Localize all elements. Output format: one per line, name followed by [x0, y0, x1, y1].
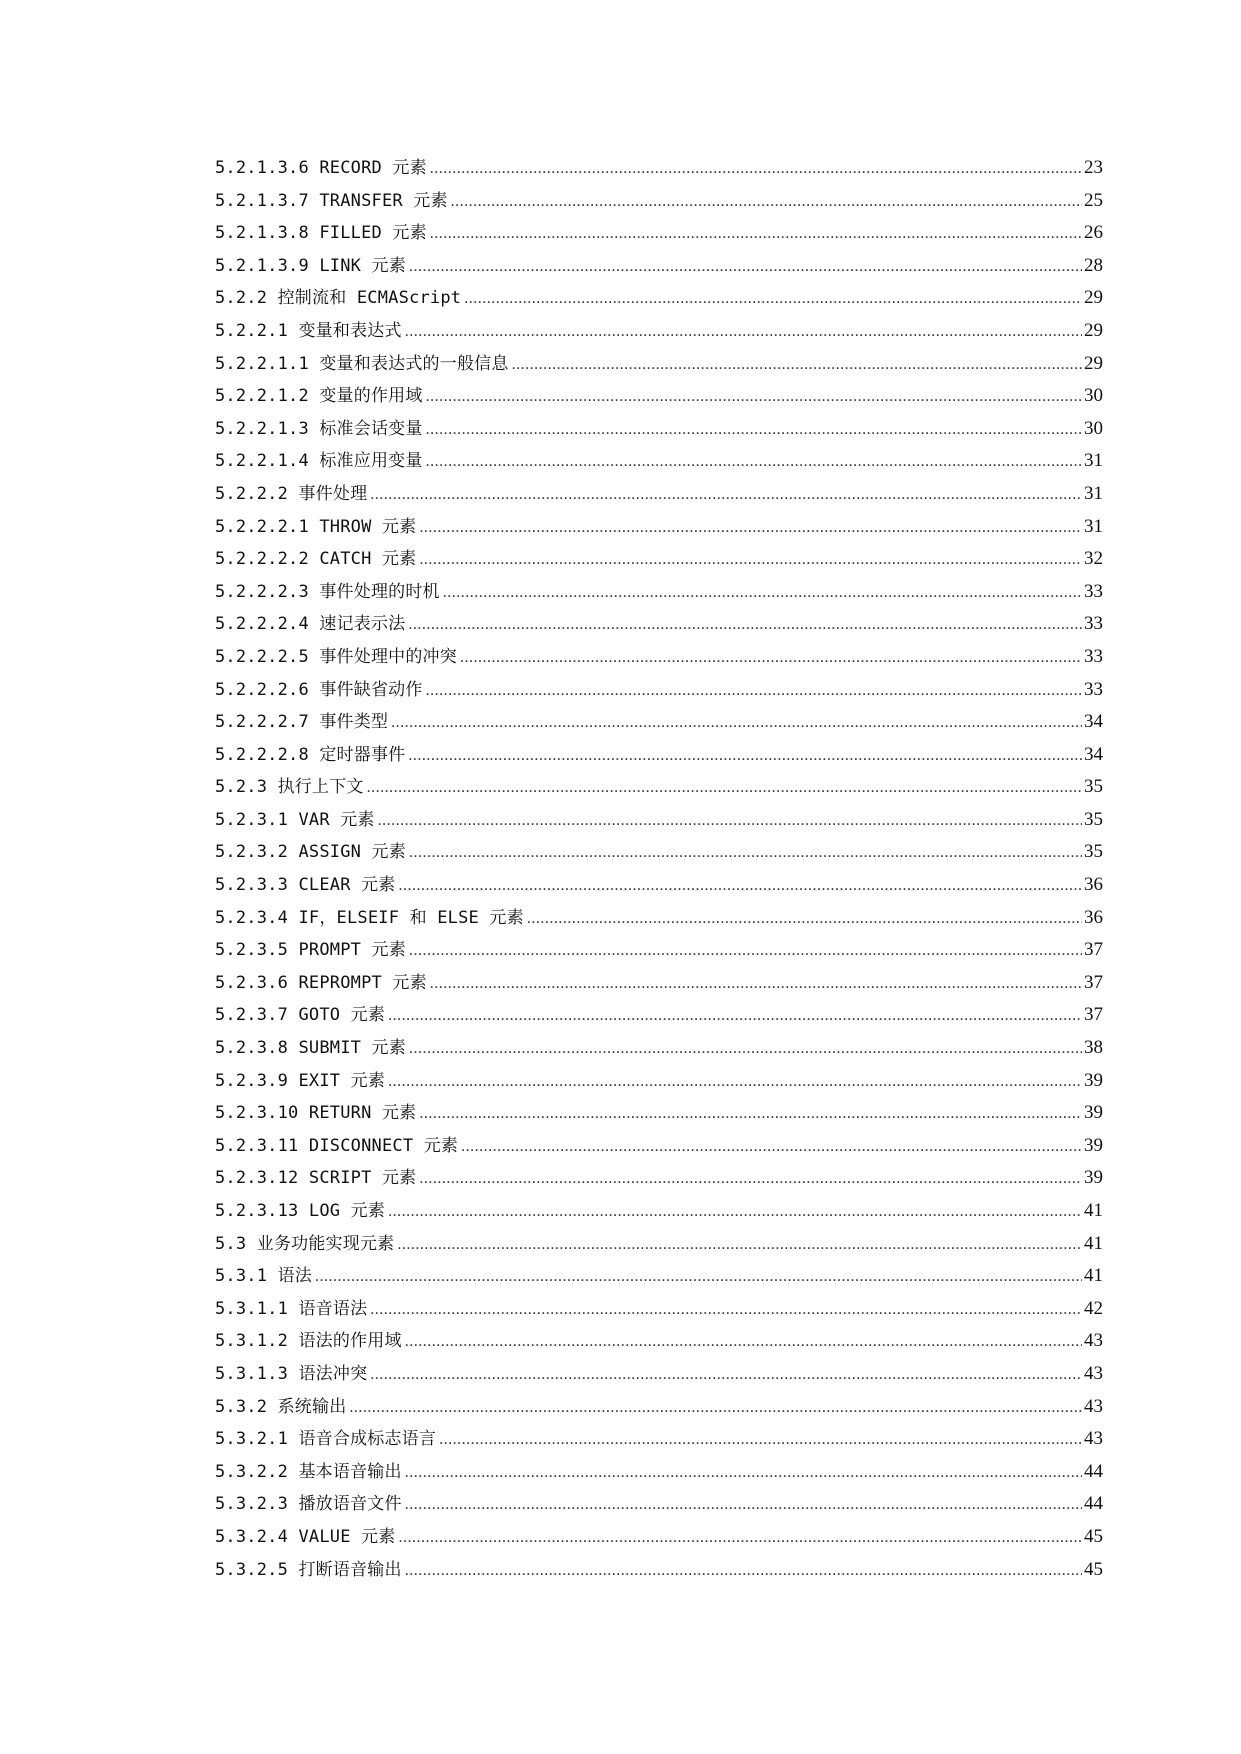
toc-entry-title: 5.2.1.3.9 LINK 元素: [215, 255, 406, 276]
toc-entry-title: 5.3.1.2 语法的作用域: [215, 1331, 402, 1352]
toc-entry[interactable]: [215, 348, 1103, 381]
toc-entry-page: 43: [1084, 1330, 1103, 1352]
toc-entry[interactable]: [215, 1065, 1103, 1098]
toc-entry[interactable]: [215, 1488, 1103, 1521]
toc-leader-dots: [460, 642, 1082, 675]
toc-entry-page: 43: [1084, 1428, 1103, 1450]
toc-entry[interactable]: [215, 152, 1103, 185]
toc-entry[interactable]: [215, 1260, 1103, 1293]
toc-entry[interactable]: [215, 706, 1103, 739]
toc-entry[interactable]: [215, 869, 1103, 902]
toc-entry[interactable]: [215, 380, 1103, 413]
toc-entry[interactable]: [215, 282, 1103, 315]
toc-leader-dots: [419, 512, 1082, 545]
toc-entry-page: 23: [1084, 157, 1103, 178]
toc-entry-page: 37: [1084, 939, 1103, 961]
toc-entry-title: 5.2.2.1.4 标准应用变量: [215, 451, 423, 472]
toc-entry-title: 5.2.2.1 变量和表达式: [215, 320, 402, 341]
toc-entry-title: 5.3.1 语法: [215, 1266, 313, 1287]
toc-entry-title: 5.2.2.2.5 事件处理中的冲突: [215, 646, 457, 667]
toc-leader-dots: [367, 772, 1082, 805]
toc-entry-title: 5.2.2.2.7 事件类型: [215, 712, 389, 733]
toc-entry-title: 5.2.3.2 ASSIGN 元素: [215, 842, 406, 863]
toc-entry-page: 45: [1084, 1525, 1103, 1547]
toc-leader-dots: [409, 1033, 1082, 1066]
toc-entry-title: 5.2.2.2 事件处理: [215, 483, 368, 504]
toc-entry-title: 5.3.1.1 语音语法: [215, 1298, 368, 1319]
toc-entry[interactable]: [215, 804, 1103, 837]
toc-entry-title: 5.2.3.12 SCRIPT 元素: [215, 1168, 417, 1189]
toc-leader-dots: [439, 1424, 1082, 1457]
toc-entry[interactable]: [215, 315, 1103, 348]
toc-leader-dots: [349, 1392, 1082, 1425]
toc-entry-page: 39: [1084, 1102, 1103, 1124]
toc-entry-page: 31: [1084, 450, 1103, 472]
toc-leader-dots: [405, 1326, 1082, 1359]
toc-leader-dots: [419, 1098, 1082, 1131]
toc-entry[interactable]: [215, 1358, 1103, 1391]
toc-leader-dots: [409, 935, 1082, 968]
toc-leader-dots: [397, 1229, 1082, 1262]
toc-entry-title: 5.2.1.3.8 FILLED 元素: [215, 223, 427, 244]
toc-leader-dots: [388, 1066, 1082, 1099]
toc-leader-dots: [315, 1261, 1082, 1294]
toc-entry-page: 30: [1084, 385, 1103, 407]
toc-entry-title: 5.2.3.11 DISCONNECT 元素: [215, 1135, 459, 1156]
toc-entry[interactable]: [215, 250, 1103, 283]
toc-entry[interactable]: [215, 1195, 1103, 1228]
toc-entry-title: 5.3 业务功能实现元素: [215, 1233, 395, 1254]
toc-entry[interactable]: [215, 185, 1103, 218]
toc-entry-title: 5.2.3.6 REPROMPT 元素: [215, 972, 427, 993]
toc-leader-dots: [426, 381, 1082, 414]
toc-entry-page: 43: [1084, 1395, 1103, 1417]
toc-entry-title: 5.3.1.3 语法冲突: [215, 1363, 368, 1384]
toc-leader-dots: [408, 740, 1082, 773]
toc-leader-dots: [461, 1131, 1082, 1164]
toc-entry-page: 26: [1084, 222, 1103, 244]
toc-entry-page: 39: [1084, 1167, 1103, 1189]
toc-entry[interactable]: [215, 1554, 1103, 1587]
toc-leader-dots: [426, 446, 1082, 479]
toc-entry[interactable]: [215, 478, 1103, 511]
toc-leader-dots: [391, 707, 1082, 740]
toc-entry-page: 42: [1084, 1297, 1103, 1319]
toc-entry-page: 36: [1084, 906, 1103, 928]
toc-entry[interactable]: [215, 1521, 1103, 1554]
toc-entry-page: 36: [1084, 874, 1103, 896]
toc-entry-title: 5.2.1.3.7 TRANSFER 元素: [215, 190, 448, 211]
toc-leader-dots: [408, 609, 1082, 642]
toc-entry-page: 43: [1084, 1362, 1103, 1384]
toc-entry-title: 5.2.3.13 LOG 元素: [215, 1201, 386, 1221]
toc-entry-page: 41: [1084, 1200, 1103, 1221]
toc-entry-title: 5.3.2.1 语音合成标志语言: [215, 1429, 437, 1450]
toc-leader-dots: [409, 837, 1082, 870]
toc-entry-page: 41: [1084, 1265, 1103, 1287]
toc-entry[interactable]: [215, 999, 1103, 1032]
toc-entry-page: 25: [1084, 189, 1103, 211]
toc-entry-page: 29: [1084, 352, 1103, 374]
toc-leader-dots: [451, 186, 1082, 219]
toc-leader-dots: [419, 1163, 1082, 1196]
toc-entry-page: 39: [1084, 1134, 1103, 1156]
toc-leader-dots: [443, 577, 1082, 610]
toc-entry-title: 5.3.2.5 打断语音输出: [215, 1559, 402, 1580]
toc-entry-page: 34: [1084, 711, 1103, 733]
toc-entry-title: 5.2.3.8 SUBMIT 元素: [215, 1038, 406, 1059]
toc-entry[interactable]: [215, 934, 1103, 967]
toc-leader-dots: [388, 1196, 1082, 1229]
toc-entry-page: 28: [1084, 254, 1103, 276]
toc-leader-dots: [464, 283, 1082, 316]
toc-entry[interactable]: [215, 576, 1103, 609]
toc-leader-dots: [370, 1294, 1082, 1327]
toc-entry-title: 5.2.3.9 EXIT 元素: [215, 1070, 386, 1091]
toc-leader-dots: [426, 414, 1082, 447]
toc-entry-page: 37: [1084, 971, 1103, 993]
toc-entry-page: 35: [1084, 841, 1103, 863]
toc-entry[interactable]: [215, 413, 1103, 446]
toc-leader-dots: [399, 1522, 1083, 1555]
toc-entry-page: 34: [1084, 743, 1103, 765]
toc-entry-page: 38: [1084, 1037, 1103, 1059]
toc-entry-title: 5.2.3.5 PROMPT 元素: [215, 940, 406, 961]
toc-leader-dots: [419, 544, 1082, 577]
toc-leader-dots: [430, 153, 1082, 186]
toc-entry-page: 31: [1084, 515, 1103, 537]
toc-leader-dots: [378, 805, 1082, 838]
toc-entry-page: 41: [1084, 1232, 1103, 1254]
toc-entry-page: 45: [1084, 1558, 1103, 1580]
toc-leader-dots: [370, 1359, 1082, 1392]
toc-entry-page: 44: [1084, 1493, 1103, 1515]
toc-entry-page: 33: [1084, 580, 1103, 602]
toc-leader-dots: [430, 218, 1082, 251]
toc-entry[interactable]: [215, 1130, 1103, 1163]
toc-entry-title: 5.2.2.1.3 标准会话变量: [215, 418, 423, 439]
toc-entry[interactable]: [215, 1162, 1103, 1195]
toc-leader-dots: [399, 870, 1083, 903]
toc-entry[interactable]: [215, 836, 1103, 869]
toc-entry[interactable]: [215, 771, 1103, 804]
toc-entry-title: 5.2.2.2.8 定时器事件: [215, 744, 406, 765]
toc-entry-title: 5.2.2 控制流和 ECMAScript: [215, 288, 462, 309]
table-of-contents: [215, 152, 1103, 1586]
toc-entry[interactable]: [215, 1293, 1103, 1326]
toc-leader-dots: [405, 1489, 1082, 1522]
toc-leader-dots: [430, 968, 1082, 1001]
toc-entry[interactable]: [215, 739, 1103, 772]
toc-entry-title: 5.2.2.2.1 THROW 元素: [215, 516, 417, 537]
toc-entry[interactable]: [215, 1097, 1103, 1130]
toc-entry-title: 5.2.3.4 IF，ELSEIF 和 ELSE 元素: [215, 907, 524, 928]
toc-entry-title: 5.2.3.7 GOTO 元素: [215, 1005, 386, 1026]
toc-entry[interactable]: [215, 608, 1103, 641]
toc-entry-title: 5.2.2.2.3 事件处理的时机: [215, 581, 440, 602]
toc-entry-page: 29: [1084, 287, 1103, 309]
toc-entry-page: 37: [1084, 1004, 1103, 1026]
toc-entry-page: 31: [1084, 482, 1103, 504]
toc-entry-page: 35: [1084, 776, 1103, 798]
toc-leader-dots: [409, 251, 1082, 284]
toc-entry-page: 29: [1084, 319, 1103, 341]
toc-entry-title: 5.2.2.2.6 事件缺省动作: [215, 679, 423, 700]
toc-entry-title: 5.2.2.1.1 变量和表达式的一般信息: [215, 353, 509, 374]
toc-entry-page: 30: [1084, 417, 1103, 439]
toc-entry[interactable]: [215, 967, 1103, 1000]
toc-entry[interactable]: [215, 641, 1103, 674]
toc-entry-title: 5.3.2.3 播放语音文件: [215, 1494, 402, 1515]
toc-entry-title: 5.2.2.1.2 变量的作用域: [215, 386, 423, 407]
toc-entry[interactable]: [215, 1456, 1103, 1489]
toc-entry-page: 39: [1084, 1069, 1103, 1091]
toc-entry-title: 5.3.2.4 VALUE 元素: [215, 1526, 396, 1547]
toc-entry-page: 32: [1084, 548, 1103, 570]
toc-entry[interactable]: [215, 1391, 1103, 1424]
toc-entry-title: 5.3.2 系统输出: [215, 1396, 347, 1417]
toc-leader-dots: [405, 1555, 1082, 1588]
toc-leader-dots: [512, 349, 1082, 382]
toc-entry[interactable]: [215, 543, 1103, 576]
toc-entry-title: 5.2.3 执行上下文: [215, 777, 364, 798]
toc-entry[interactable]: [215, 674, 1103, 707]
toc-entry-title: 5.2.2.2.2 CATCH 元素: [215, 549, 417, 570]
toc-entry-page: 33: [1084, 645, 1103, 667]
toc-entry-title: 5.2.3.1 VAR 元素: [215, 809, 375, 830]
toc-entry-page: 33: [1084, 678, 1103, 700]
toc-entry-title: 5.2.1.3.6 RECORD 元素: [215, 158, 427, 178]
toc-entry-page: 35: [1084, 808, 1103, 830]
toc-entry[interactable]: [215, 902, 1103, 935]
toc-leader-dots: [388, 1000, 1082, 1033]
toc-leader-dots: [527, 903, 1082, 936]
toc-leader-dots: [370, 479, 1082, 512]
toc-entry-page: 33: [1084, 613, 1103, 635]
toc-leader-dots: [405, 316, 1082, 349]
toc-entry-title: 5.3.2.2 基本语音输出: [215, 1461, 402, 1482]
toc-entry[interactable]: [215, 1032, 1103, 1065]
toc-entry[interactable]: [215, 445, 1103, 478]
toc-entry-title: 5.2.3.3 CLEAR 元素: [215, 875, 396, 896]
toc-entry[interactable]: [215, 1325, 1103, 1358]
toc-leader-dots: [405, 1457, 1082, 1490]
toc-entry-title: 5.2.2.2.4 速记表示法: [215, 614, 406, 635]
toc-entry[interactable]: [215, 1228, 1103, 1261]
toc-leader-dots: [426, 675, 1082, 708]
toc-entry-title: 5.2.3.10 RETURN 元素: [215, 1103, 417, 1124]
toc-entry[interactable]: [215, 511, 1103, 544]
toc-entry[interactable]: [215, 1423, 1103, 1456]
toc-entry[interactable]: [215, 217, 1103, 250]
toc-entry-page: 44: [1084, 1460, 1103, 1482]
